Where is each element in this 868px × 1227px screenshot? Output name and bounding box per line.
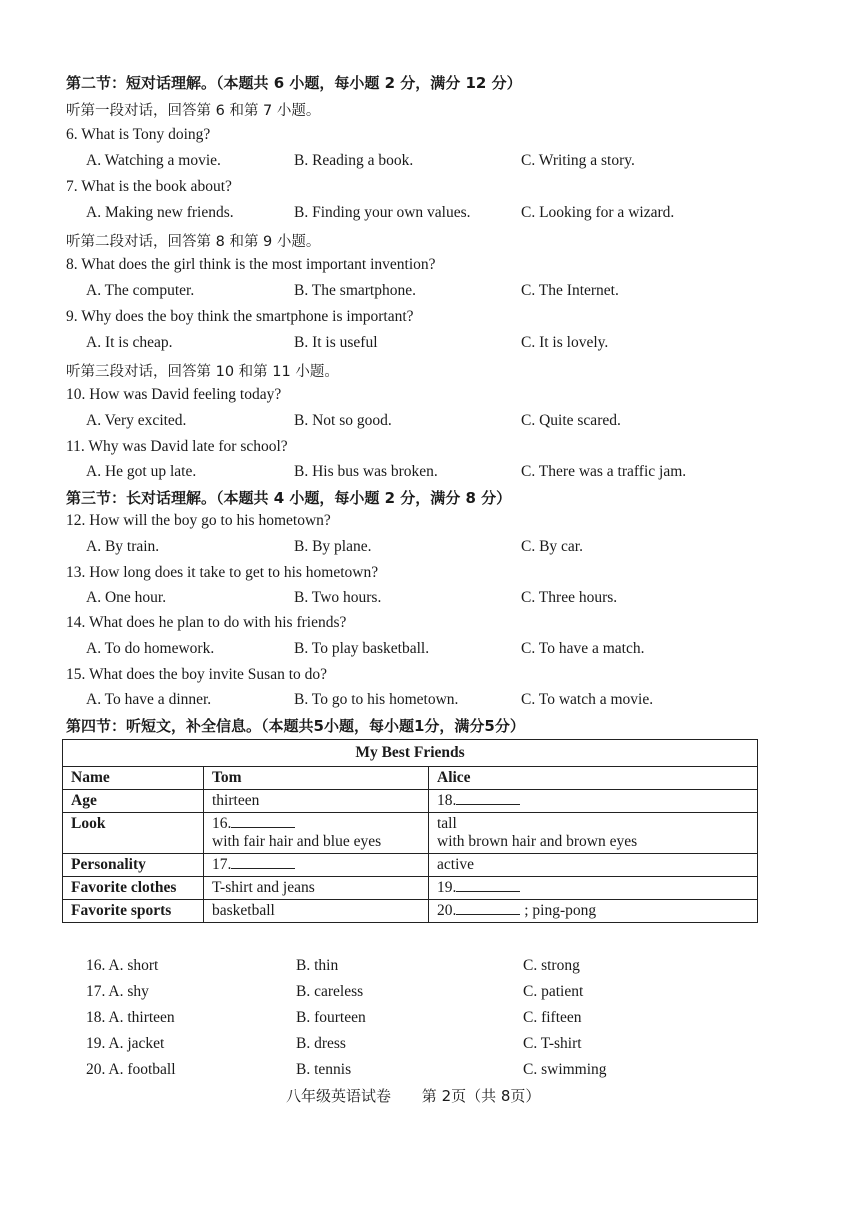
option-a: 19. A. jacket [86, 1035, 165, 1052]
question-7: 7. What is the book about? [66, 178, 232, 195]
option-c: C. fifteen [523, 1009, 582, 1026]
cell-tom: T-shirt and jeans [204, 877, 429, 900]
header-name: Name [63, 767, 204, 790]
cell-alice [429, 813, 758, 854]
option-a: A. He got up late. [86, 463, 197, 480]
question-8: 8. What does the girl think is the most important invention? [66, 256, 436, 273]
row-label: Personality [63, 854, 204, 877]
question-10: 10. How was David feeling today? [66, 386, 282, 403]
page-footer [286, 1085, 540, 1106]
cell-tom [204, 813, 429, 854]
option-b: B. Finding your own values. [294, 204, 471, 221]
question-11: 11. Why was David late for school? [66, 438, 288, 455]
option-a: A. By train. [86, 538, 160, 555]
option-c: C. strong [523, 957, 580, 974]
answer-blank [231, 815, 295, 828]
answer-blank [456, 879, 520, 892]
option-c: C. T-shirt [523, 1035, 582, 1052]
option-b: B. His bus was broken. [294, 463, 438, 480]
cell-alice [429, 790, 758, 813]
best-friends-table [62, 739, 758, 923]
option-c: C. To have a match. [521, 640, 645, 657]
header-alice: Alice [429, 767, 758, 790]
option-c: C. Quite scared. [521, 412, 621, 429]
question-9: 9. Why does the boy think the smartphone is important? [66, 308, 414, 325]
option-b: B. fourteen [296, 1009, 366, 1026]
cell-tom-detail: with fair hair and blue eyes [212, 833, 382, 850]
option-a: 16. A. short [86, 957, 159, 974]
cell-tom: basketball [204, 900, 429, 923]
option-b: B. dress [296, 1035, 346, 1052]
option-a: A. Watching a movie. [86, 152, 221, 169]
option-b: B. careless [296, 983, 364, 1000]
option-a: A. To do homework. [86, 640, 215, 657]
option-a: 18. A. thirteen [86, 1009, 175, 1026]
row-label: Favorite clothes [63, 877, 204, 900]
question-14: 14. What does he plan to do with his friends? [66, 614, 347, 631]
blank-number: 20. [437, 902, 457, 919]
cell-alice: active [429, 854, 758, 877]
cell-alice [429, 900, 758, 923]
blank-number: 17. [212, 856, 232, 873]
footer-page-number: 第 2页（共 8页） [421, 1087, 541, 1105]
table-caption: My Best Friends [63, 740, 758, 767]
table-header-row [63, 767, 758, 790]
option-a: A. To have a dinner. [86, 691, 212, 708]
section4-title: 第四节：听短文，补全信息。（本题共5小题，每小题1分，满分5分） [66, 717, 525, 735]
option-b: B. To go to his hometown. [294, 691, 459, 708]
option-b: B. The smartphone. [294, 282, 416, 299]
option-a: 17. A. shy [86, 983, 149, 1000]
blank-number: 16. [212, 815, 232, 832]
question-13: 13. How long does it take to get to his hometown? [66, 564, 379, 581]
table-row [63, 790, 758, 813]
option-a: A. One hour. [86, 589, 167, 606]
option-b: B. Two hours. [294, 589, 382, 606]
option-b: B. To play basketball. [294, 640, 430, 657]
option-a: A. Making new friends. [86, 204, 234, 221]
cell-alice [429, 877, 758, 900]
section2-title: 第二节：短对话理解。（本题共 6 小题，每小题 2 分，满分 12 分） [66, 74, 522, 92]
table-row [63, 854, 758, 877]
blank-number: 18. [437, 792, 457, 809]
blank-number: 19. [437, 879, 457, 896]
row-label: Age [63, 790, 204, 813]
row-label: Look [63, 813, 204, 854]
question-15: 15. What does the boy invite Susan to do? [66, 666, 328, 683]
cell-tom [204, 854, 429, 877]
option-c: C. It is lovely. [521, 334, 609, 351]
option-b: B. By plane. [294, 538, 372, 555]
cell-alice-after: ; ping-pong [524, 902, 597, 919]
option-a: A. The computer. [86, 282, 195, 299]
option-c: C. Writing a story. [521, 152, 635, 169]
question-6: 6. What is Tony doing? [66, 126, 211, 143]
option-a: A. Very excited. [86, 412, 187, 429]
table-row [63, 877, 758, 900]
option-b: B. tennis [296, 1061, 352, 1078]
answer-blank [456, 902, 520, 915]
option-b: B. thin [296, 957, 339, 974]
answer-blank [456, 792, 520, 805]
option-c: C. To watch a movie. [521, 691, 654, 708]
table-row [63, 900, 758, 923]
cell-alice-text: tall [437, 815, 457, 832]
option-a: A. It is cheap. [86, 334, 173, 351]
row-label: Favorite sports [63, 900, 204, 923]
option-b: B. It is useful [294, 334, 378, 351]
footer-exam-name: 八年级英语试卷 [286, 1087, 392, 1105]
section3-title: 第三节：长对话理解。（本题共 4 小题，每小题 2 分，满分 8 分） [66, 489, 512, 507]
option-c: C. swimming [523, 1061, 607, 1078]
option-b: B. Not so good. [294, 412, 392, 429]
option-c: C. By car. [521, 538, 583, 555]
section2-instruction-2: 听第二段对话，回答第 8 和第 9 小题。 [66, 234, 321, 250]
cell-tom: thirteen [204, 790, 429, 813]
cell-alice-detail: with brown hair and brown eyes [437, 833, 638, 850]
option-c: C. Three hours. [521, 589, 618, 606]
option-b: B. Reading a book. [294, 152, 414, 169]
header-tom: Tom [204, 767, 429, 790]
table-row [63, 813, 758, 854]
section2-instruction-1: 听第一段对话，回答第 6 和第 7 小题。 [66, 103, 321, 119]
option-c: C. patient [523, 983, 584, 1000]
option-c: C. The Internet. [521, 282, 619, 299]
section2-instruction-3: 听第三段对话，回答第 10 和第 11 小题。 [66, 364, 339, 380]
question-12: 12. How will the boy go to his hometown? [66, 512, 331, 529]
option-c: C. Looking for a wizard. [521, 204, 675, 221]
option-c: C. There was a traffic jam. [521, 463, 687, 480]
answer-blank [231, 856, 295, 869]
option-a: 20. A. football [86, 1061, 176, 1078]
